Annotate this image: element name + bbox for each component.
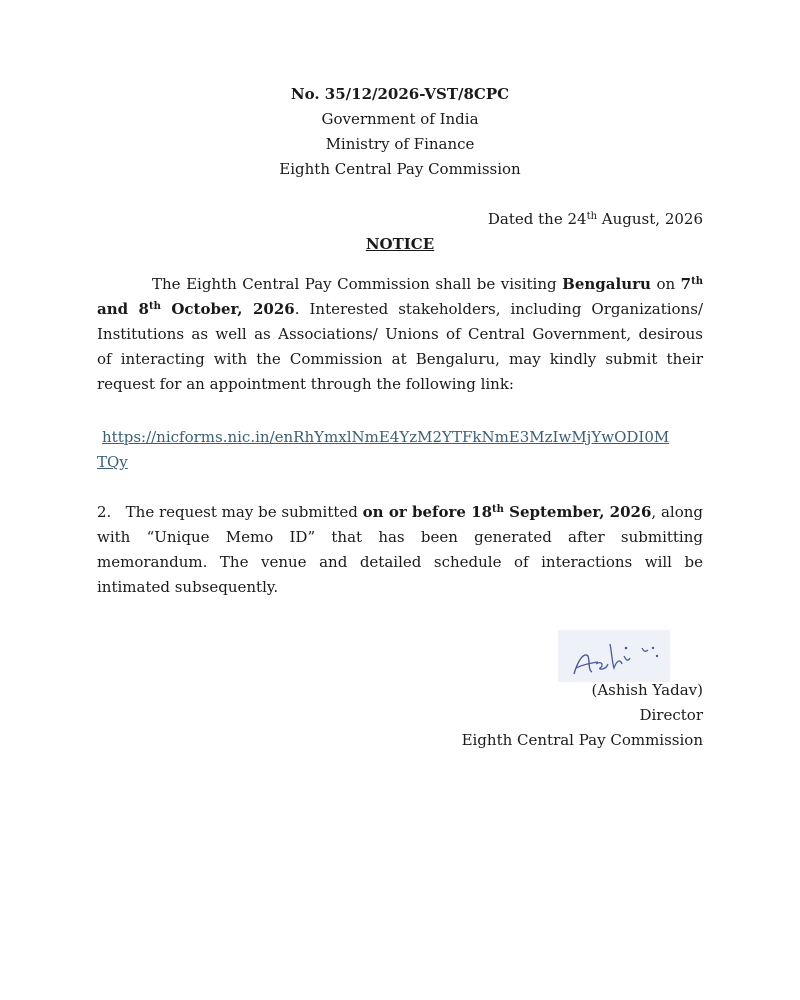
appointment-link[interactable]: https://nicforms.nic.in/enRhYmxlNmE4YzM2YTFkNmE3MzIwMjYwODI0M (102, 428, 670, 446)
reference-number: No. 35/12/2026-VST/8CPC (290, 85, 510, 103)
para2-line4: intimated subsequently. (97, 578, 279, 596)
ministry-line: Ministry of Finance (325, 135, 475, 153)
signatory-designation: Director (639, 706, 703, 724)
para1-line1: The Eighth Central Pay Commission shall be visiting Bengaluru on 7th (152, 275, 703, 293)
signature-scribble-icon (558, 630, 670, 682)
para1-line2: and 8th October, 2026. Interested stakeholders, including Organizations/ (97, 300, 703, 318)
signatory-office: Eighth Central Pay Commission (461, 731, 703, 749)
para2-line1: 2. The request may be submitted on or before 18th September, 2026, along (97, 503, 703, 521)
signatory-name: (Ashish Yadav) (591, 681, 703, 699)
notice-title: NOTICE (365, 235, 435, 253)
signature-image (558, 630, 670, 682)
commission-line: Eighth Central Pay Commission (279, 160, 521, 178)
para1-line5: request for an appointment through the following link: (97, 375, 514, 393)
notice-date: Dated the 24th August, 2026 (487, 210, 703, 228)
para1-line3: Institutions as well as Associations/ Unions of Central Government, desirous (97, 325, 703, 343)
para1-line4: of interacting with the Commission at Bengaluru, may kindly submit their (97, 350, 703, 368)
appointment-link-cont[interactable]: TQy (97, 453, 128, 471)
para2-line2: with “Unique Memo ID” that has been generated after submitting (97, 528, 703, 546)
govt-line: Government of India (321, 110, 479, 128)
para2-line3: memorandum. The venue and detailed schedule of interactions will be (97, 553, 703, 571)
